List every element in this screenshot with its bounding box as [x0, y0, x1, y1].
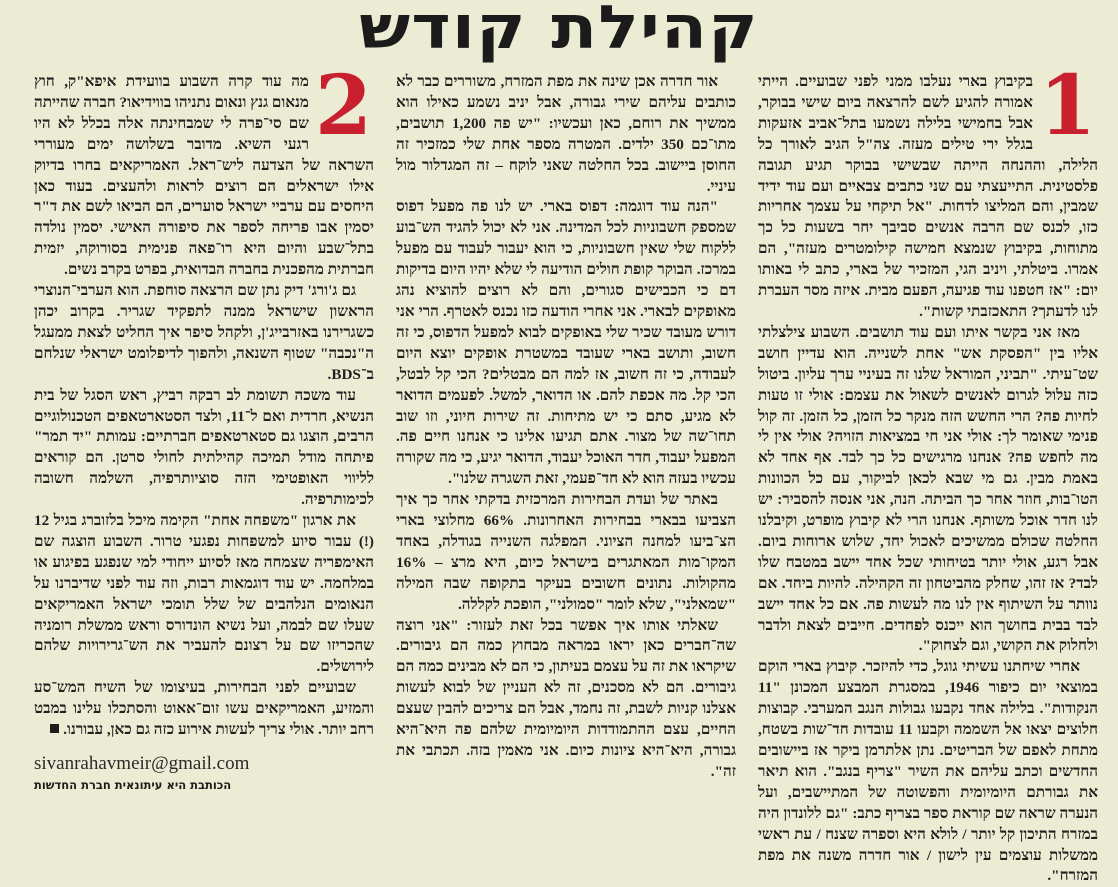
- paragraph: באתר של ועדת הבחירות המרכזית בדקתי אחר כך איך הצביעו בבארי בבחירות האחרונות. 66% מחלוצי בארי הצ־ביעו למחנה הציוני. המפלגה השנייה בגודלה, באחד המקו־מות המאתגרים בישראל כיום, היא מרצ – 16% מהקולות. נתונים חשובים בעיקר בתקופה שבה המילה "שמאלני", שלא לומר "סמולני", הופכת לקללה.: [396, 491, 737, 613]
- author-credit: הכותבת היא עיתונאית חברת החדשות: [34, 778, 232, 792]
- paragraph: שאלתי אותו איך אפשר בכל זאת לעזור: "אני רוצה שה־חברים כאן יראו במראה מבחוץ כמה הם גיבורים. שיקראו את זה על עצמם בעיתון, כי הם לא מבינים כמה הם גיבורים. הם לא מסכנים, זה לא העניין של לבוא לעשות אצלנו קניות לשבת, זה נחמד, אבל הם צריכים להבין שעצם החיים, עצם ההתמודדות היומיומית שלהם פה היא־היא גבורה, היא־היא ציונות כיום. אני מאמין בזה. תכתבי את זה".: [396, 616, 736, 780]
- column-middle: [396, 72, 736, 787]
- section-number-2: 2: [314, 58, 372, 154]
- paragraph-final: [34, 678, 374, 741]
- paragraph: מה עוד קרה השבוע בוועידת איפא"ק, חוץ מנאום גנץ ונאום נתניהו בווידיאו? חברה שהייתה שם סי־פרה לי שמבחינתה אלה בכלל לא היו רגעי השיא. מדובר בשלושה ימים מעוררי השראה של הצדעה ליש־ראל. האמריקאים בחרו בדיוק אילו ישראלים הם רוצים לראות ולהעצים. בעוד כאן היחסים עם ערביי ישראל סוערים, הם הביאו לשם את ד"ר יסמין אבו פריחה לספר את סיפורה האישי. יסמין נולדה בתל־שבע והיום היא רו־פאה פנימית בסורוקה, יזמית חברתית מהפכנית בחברה הבדואית, בפרט בקרב נשים.: [34, 73, 374, 279]
- paragraph: עוד משכה תשומת לב רבקה רביץ, ראש הסגל של בית הנשיא, חרדית ואם ל־11, ולצד הסטארטאפים הטכנולוגיים הרבים, הוצגו גם סטארטאפים חברתיים: עמותת "יד תמר" פיתחה מודל תמיכה קהילתית לחולי סרטן. הם קוראים לליווי האופטימי הזה סוציותרפיה, השלמה חשובה לכימותרפיה.: [34, 386, 374, 509]
- column-right: [758, 58, 1098, 885]
- article-body: [34, 58, 1098, 885]
- author-email-link[interactable]: sivanrahavmeir@gmail.com: [34, 753, 250, 774]
- end-of-article-icon: [50, 724, 59, 733]
- author-signoff: [34, 753, 374, 793]
- article-headline: קהילת קודש: [359, 0, 759, 63]
- paragraph: בקיבוץ בארי נעלבו ממני לפני שבועיים. הייתי אמורה להגיע לשם להרצאה ביום שישי בבוקר, אבל בחמישי בלילה נשמעו בתל־אביב אזעקות בגלל ירי טילים מעזה. צה"ל הגיב לאורך כל הלילה, וההנחה הייתה שבשישי בבוקר תגיע תגובה פלסטינית. התייעצתי עם שני כתבים צבאיים ועם עוד ידיד שמבין, והם המליצו לדחות. "אל תיקחי על עצמך אחריות כזו, לכנס שם הרבה אנשים סביבך יחר בשעות כל כך מתוחות, בקיבוץ שנמצא חמישה קילומטרים מעזה", הם אמרו. ביטלתי, ויניב הגי, המזכיר של בארי, כתב לי באותו יום: "אז חטפנו עוד פגיעה, הפעם מבית. איזה מסר העברת לנו לדעתך? התאכזבתי קשות".: [758, 73, 1098, 320]
- paragraph: אור חדרה אכן שינה את מפת המזרח, משוררים כבר לא כותבים עליהם שירי גבורה, אבל יניב נשמע כאילו הוא ממשיך את רוחם, כאן ועכשיו: "יש פה 1,200 תושבים, מתו־כם 350 ילדים. המטרה מספר אחת שלי כמזכיר זה החוסן ביישוב. בכל החלטה שאני לוקח – זה המגדלור מול עיניי.: [396, 73, 736, 195]
- section-number-1: 1: [1038, 58, 1096, 154]
- paragraph: אחרי שיחתנו עשיתי גוגל, כדי להיזכר. קיבוץ בארי הוקם במוצאי יום כיפור 1946, במסגרת המבצע המכונן "11 הנקודות". בלילה אחד נקבעו גבולות הנגב המערבי. קבוצות חלוצים יצאו אל השממה וקבעו 11 עובדות חד־שות בשטח, מתחת לאפם של הבריטים. נתן אלתרמן ביקר אז ביישובים החדשים וכתב עליהם את השיר "צריף בנגב". הוא תיאר את גבורתם היומיומית והפשוטה של המתיישבים, ועל הנערה שראה שם קוראת ספר בצריף כתב: "גם ללונדון היה במזרח התיכון קל יותר / לולא היא וספרה שצנח / עת ראשי ממשלות עוצמים עין לישון / אור חדרה משנה את מפת המזרח".: [758, 658, 1098, 885]
- paragraph: מאז אני בקשר איתו ועם עוד תושבים. השבוע צילצלתי אליו בין "הפסקת אש" אחת לשנייה. הוא עדיין חושב שט־עיתי. "תביני, המוראל שלנו זה בעיניי ערך עליון. ביטול כזה עלול לגרום לאנשים לשאול את עצמם: אולי זו טעות לחיות פה? הרי החשש הזה מנקר כל הזמן, כל הזמן. זה קול פנימי שאומר לך: אולי אני חי במציאות הזויה? אולי אין לי מה לחפש פה? אנחנו מרגישים כל כך לבד. אף אחד לא באמת מבין. גם מי שבא לכאן לביקור, עם כל הכוונות הטו־בות, חוזר אחר כך הביתה. הנה, אני אנסה להסביר: יש לנו חדר אוכל משותף. אנחנו הרי לא קיבוץ מופרט, וקיבלנו החלטה שכולם ממשיכים לאכול יחד, שלוש ארוחות ביום. אבל רגע, אולי יותר בטיחותי שכל אחד יישב במטבח שלו לבד? אז זהו, שחלק מהביטחון זה הקהילה. להיות ביחד. אם נוותר על השיתוף אין לנו מה לעשות פה. אם כל אחד יישב לבד בבית בחושך הוא ייכנס לפחדים. חייבים לצאת ולדבר ולחלוק את הקושי, וגם לצחוק".: [758, 323, 1098, 655]
- paragraph: את ארגון "משפחה אחת" הקימה מיכל בלזוברג בגיל 12 (!) עבור סיוע למשפחות נפגעי טרור. השבוע הוצגה שם האימפריה שצמחה מאז לסיוע ייחודי למי שנפגע בפיגוע או במלחמה. יש עוד דוגמאות רבות, וזה עוד לפני שדיברנו על הנאומים הנלהבים של שלל תומכי ישראל האמריקאים שעלו שם לבמה, ועל נשיא הונדורס וראש ממשלת רומניה שהכריזו שם על רצונם להעביר את הש־גרירויות שלהם לירושלים.: [34, 512, 374, 676]
- paragraph: גם ג'ורג' דיק נתן שם הרצאה סוחפת. הוא הערבי־הנוצרי הראשון שישראל ממנה לתפקיד שגריר. בקרוב יכהן כשגרירנו באזרבייג'ן, ולקהל סיפר איך החליט לצאת ממעגל ה"נכבה" שטוף השנאה, ולהפוך לדיפלומט ישראלי שנלחם ב־BDS.: [34, 282, 374, 383]
- column-left: [34, 58, 374, 792]
- paragraph: "הנה עוד דוגמה: דפוס בארי. יש לנו פה מפעל דפוס שמספק חשבוניות לכל המדינה. אני לא יכול להגיד הש־בוע ללקוח שלי שאין חשבוניות, כי הוא יעבור לעבוד עם מפעל במרכז. הבוקר קופת חולים הודיעה לי שלא יהיו היום בדיקות דם כי הכבישים סגורים, והם לא רוצים להוציא נהג מאופקים לבארי. אני אחרי הודעה כזו נכנס לאטרף. הרי אני דורש מעובד שכיר שלי באופקים לבוא למפעל הדפוס, כי זה חשוב, ותושב בארי שעובד במשטרת אופקים יוצא היום לעבודה, כי זה חשוב, אז למה הם מבטלים? הכי קל לבטל, הכי קל. מה אכפת להם. או הדואר, למשל. לפעמים הדואר לא מגיע, סתם כי יש מתיחות. זה שירות חיוני, וזו שוב תחו־שה של מצור. אתם תגיעו אלינו כי אנחנו חיים פה. המפעל יעבוד, חדר האוכל יעבוד, הדואר יגיע, כי מה שקורה עכשיו בעזה הוא לא חד־פעמי, זאת השגרה שלנו".: [396, 198, 736, 488]
- paragraph-text: שבועיים לפני הבחירות, בעיצומו של השיח המש־סע והמזיע, האמריקאים עשו זום־אאוט והסתכלו עלינו במבט רחב יותר. אולי צריך לעשות אירוע כזה גם כאן, עבורנו.: [34, 679, 374, 739]
